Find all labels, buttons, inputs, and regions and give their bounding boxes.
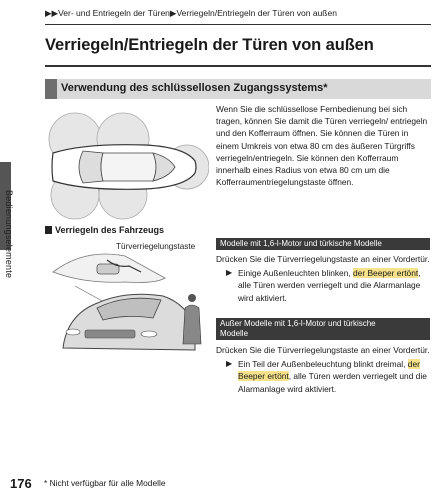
subsection-marker-icon xyxy=(45,226,52,234)
breadcrumb-level1[interactable]: Ver- und Entriegeln der Türen xyxy=(58,8,170,18)
section-asterisk: * xyxy=(323,82,328,94)
car-headlight-right xyxy=(141,331,157,337)
windshield-shape xyxy=(79,151,103,183)
other-models-block xyxy=(216,318,430,395)
breadcrumb-level2[interactable]: Verriegeln/Entriegeln der Türen von außen xyxy=(176,8,337,18)
other-models-beeper-highlight: der Beeper ertönt xyxy=(238,359,420,382)
subsection-heading xyxy=(45,225,164,235)
other-models-instruction: Drücken Sie die Türverriegelungstaste an einer Vordertür. xyxy=(216,345,430,355)
other-models-result xyxy=(216,358,430,395)
models-16l-result-text1: Einige Außenleuchten blinken, xyxy=(238,268,354,279)
header-rule xyxy=(45,24,431,25)
models-16l-block xyxy=(216,238,430,304)
breadcrumb-arrow-icon: ▶▶ xyxy=(45,8,59,18)
car-headlight-left xyxy=(66,329,80,335)
car-top-view-illustration xyxy=(45,103,209,221)
car-front-illustration xyxy=(45,238,209,360)
intro-paragraph: Wenn Sie die schlüssellose Fernbedienung bei sich tragen, können Sie damit die Türen verriegeln/ entriegeln und den Kofferraum öffnen. Sie können die Türen in einem Umkreis von etwa 80 cm des äußeren Türgriffs verriegeln/entriegeln. Sie können den Kofferraum innerhalb eines Radius von etwa 80 cm um die Kofferraumentriegelungstaste öffnen. xyxy=(216,104,428,188)
models-16l-result xyxy=(216,267,430,304)
models-16l-beeper-highlight: der Beeper ertönt xyxy=(353,268,419,279)
other-models-result-text2: , alle Türen werden verriegelt und die Alarmanlage wird aktiviert. xyxy=(238,371,427,394)
breadcrumb xyxy=(45,8,337,19)
car-front-grille xyxy=(85,330,135,338)
roof-shape xyxy=(101,153,156,181)
side-tab-label: Bedienungselemente xyxy=(4,190,14,279)
section-marker-icon xyxy=(45,79,57,99)
title-rule xyxy=(45,65,431,67)
door-lock-button-callout: Türverriegelungstaste xyxy=(116,242,196,251)
models-16l-tag: Modelle mit 1,6-l-Motor und türkische Modelle xyxy=(216,238,430,250)
other-models-tag: Außer Modelle mit 1,6-l-Motor und türkische Modelle xyxy=(216,318,430,340)
breadcrumb-separator-icon: ▶ xyxy=(169,8,177,18)
models-16l-instruction: Drücken Sie die Türverriegelungstaste an einer Vordertür. xyxy=(216,254,430,264)
section-title: Verwendung des schlüssellosen Zugangssystems xyxy=(61,82,324,94)
result-arrow-icon: ▶ xyxy=(226,268,233,278)
other-models-result-text1: Ein Teil der Außenbeleuchtung blinkt dreimal, xyxy=(238,359,408,370)
person-body-icon xyxy=(183,305,201,344)
footnote: * Nicht verfügbar für alle Modelle xyxy=(44,478,166,488)
subsection-title: Verriegeln des Fahrzeugs xyxy=(55,225,165,235)
result-arrow-icon: ▶ xyxy=(226,359,233,369)
person-head-icon xyxy=(188,294,196,302)
models-16l-result-text2: , alle Türen werden verriegelt und die Alarmanlage wird aktiviert. xyxy=(238,268,421,303)
page-title: Verriegeln/Entriegeln der Türen von außen xyxy=(45,36,374,54)
section-header xyxy=(45,79,431,99)
page-number: 176 xyxy=(10,476,32,491)
